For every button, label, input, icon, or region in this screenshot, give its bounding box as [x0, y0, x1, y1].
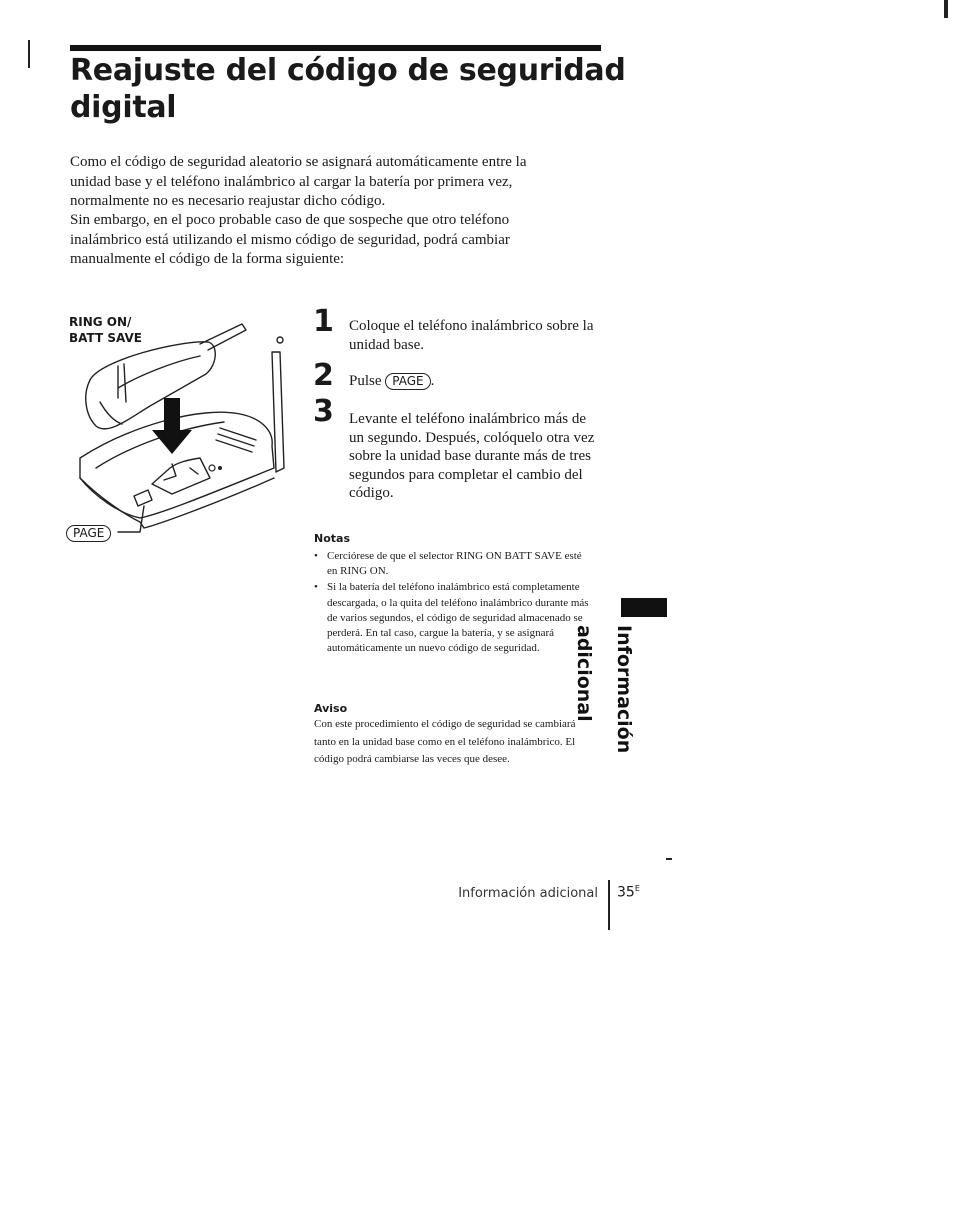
- list-item: • Si la batería del teléfono inalámbrico está completamente descargada, o la quita del teléfono inalámbrico durante más de varios segundos, el código de seguridad almacenado se perderá. En tal caso, cargue la batería, y se asignará automáticamente un nuevo código de seguridad.: [314, 581, 589, 655]
- step-number: 1: [313, 304, 334, 339]
- switch-label-line1: RING ON/: [69, 315, 132, 329]
- page-button-label: PAGE: [66, 524, 111, 542]
- title-rule: [70, 45, 601, 51]
- step-number: 2: [313, 358, 334, 393]
- footer-divider: [608, 880, 610, 930]
- page-key: PAGE: [385, 373, 430, 390]
- scan-mark: [666, 858, 672, 860]
- section-tab-marker: [621, 598, 667, 617]
- step-text: Coloque el teléfono inalámbrico sobre la unidad base.: [349, 318, 594, 353]
- switch-label-line2: BATT SAVE: [69, 331, 142, 345]
- intro-paragraph-2: Sin embargo, en el poco probable caso de que sospeche que otro teléfono inalámbrico está utilizando el mismo código de seguridad, podrá cambiar manualmente el código de la forma siguiente:: [70, 212, 510, 267]
- list-item: • Cerciórese de que el selector RING ON BATT SAVE esté en RING ON.: [314, 550, 582, 578]
- footer-section-name: Información adicional: [458, 886, 598, 901]
- phone-base-illustration: [60, 318, 300, 548]
- step-text: Pulse PAGE .: [349, 373, 435, 389]
- page-number: $35^E$: [617, 884, 640, 901]
- notes-heading: Notas: [314, 532, 350, 545]
- notice-text: Con este procedimiento el código de seguridad se cambiará tanto en la unidad base como en el teléfono inalámbrico. El código podrá cambiarse las veces que desee.: [314, 718, 576, 765]
- scan-mark: [28, 40, 30, 68]
- intro-paragraph-1: Como el código de seguridad aleatorio se asignará automáticamente entre la unidad base y el teléfono inalámbrico al cargar la batería por primera vez, normalmente no es necesario reajustar dicho código.: [70, 154, 527, 209]
- bullet: •: [314, 581, 318, 594]
- notes-list: [314, 549, 590, 657]
- page-title: Reajuste del código de seguridad digital: [70, 53, 626, 125]
- side-section-label: Información adicional: [573, 625, 635, 754]
- step-number: 3: [313, 394, 334, 429]
- scan-mark: [944, 0, 948, 18]
- notice-heading: Aviso: [314, 702, 348, 715]
- bullet: •: [314, 550, 318, 562]
- step-text: Levante el teléfono inalámbrico más de un segundo. Después, colóquelo otra vez sobre la unidad base durante más de tres segundos para completar el cambio del código.: [349, 411, 595, 501]
